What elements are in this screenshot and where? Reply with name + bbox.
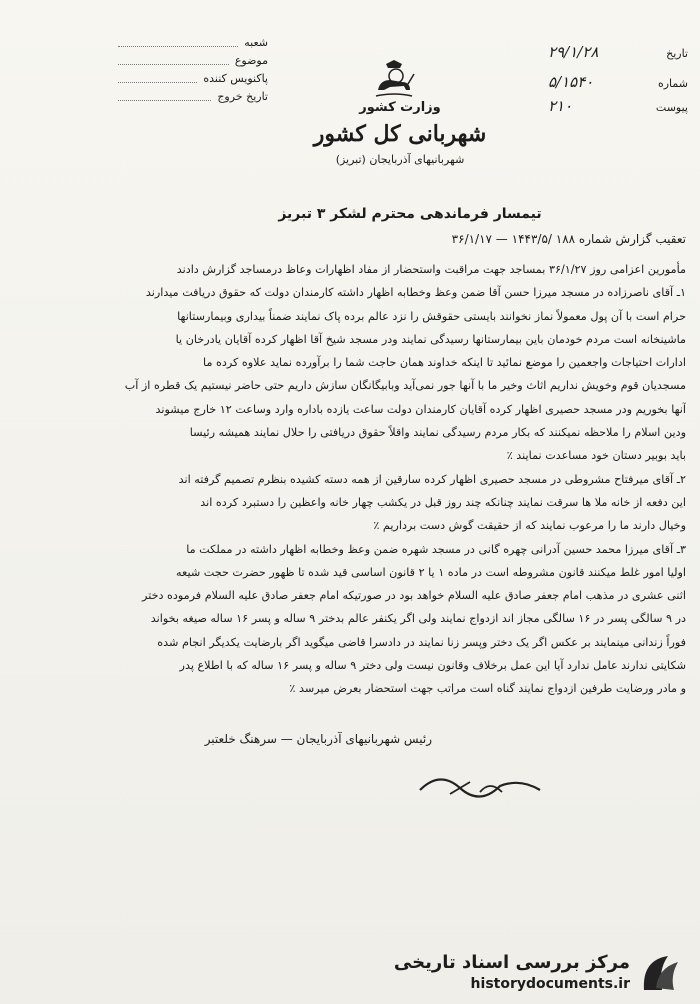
header-meta (548, 38, 688, 116)
field-label: شعبه (244, 36, 268, 49)
field-label: موضوع (234, 54, 268, 67)
body-line: مأمورین اعزامی روز ۳۶/۱/۲۷ بمساجد جهت مراقبت واستحضار از مفاد اظهارات وعاظ درمساجد گزارش دادند (176, 263, 686, 276)
handwritten-signature-icon (410, 760, 550, 810)
letter-body (10, 258, 686, 701)
letterhead (250, 100, 550, 166)
body-line: حرام است با آن پول معمولاً نماز نخوانند بایستی حقوقش را نزد عالم برده پاک نمایند ضمناً بیداری وبیمارستانها (177, 309, 686, 323)
attachment-label: پیوست (655, 101, 688, 114)
body-line: اثنی عشری در مذهب امام جعفر صادق علیه السلام خواهد بود در صورتیکه امام جعفر صادق علیه السلام فرموده دختر (142, 589, 686, 603)
attachment-value: ۲۱۰ (548, 97, 573, 115)
body-line: در ۹ سالگی پسر در ۱۶ سالگی مجاز اند ازدواج نمایند ولی اگر یکنفر عالم بدختر ۹ ساله و پسر ۱۶ ساله صیغه بخواند (150, 612, 686, 626)
body-line: و مادر ورضایت طرفین ازدواج نمایند گناه است مراتب جهت استحضار بعرض میرسد ٪ (289, 682, 686, 696)
body-line: ودین اسلام را ملاحظه نمیکنند که بکار مردم رسیدگی نمایند واقلاً حقوق دریافتی را حلال نمایند همیشه رئیسا (189, 426, 686, 440)
field-label: پاکنویس کننده (203, 72, 268, 85)
body-line: ۳ـ آقای میرزا محمد حسین آدرانی چهره گانی در مسجد شهره ضمن وعظ وخطابه اظهار داشته در مملکت ما (186, 542, 686, 556)
body-line: این دفعه از خانه ملا ها سرقت نمایند چنانکه چند روز قبل در یکشب چهار خانه واعظین را دستبرد کرده اند (200, 495, 686, 509)
body-line: ادارات احتیاجات واجعمین را موضع نمائید تا اینکه خداوند همان حاجت شما را برآورده نماید علاوه کرده ما (203, 356, 686, 370)
body-line: فوراً زندانی مینمایند بر عکس اگر یک دختر وپسر زنا نمایند در دادسرا قاضی میگوید اگر بارضایت یکدیگر انجام شده (157, 635, 686, 649)
lion-sun-emblem-icon (372, 60, 416, 98)
field-label: تاریخ خروج (217, 90, 268, 103)
archive-name: مرکز بررسی اسناد تاریخی (393, 952, 630, 973)
signature-line: رئیس شهربانیهای آذربایجان — سرهنگ خلعتبر (204, 732, 432, 746)
recipient-line: تیمسار فرماندهی محترم لشکر ۳ تبریز (278, 206, 542, 222)
field-subject (118, 52, 268, 70)
number-row (548, 68, 688, 98)
archive-footer (388, 948, 688, 998)
date-value: ۲۹/۱/۲۸ (548, 43, 599, 61)
body-line: شکایتی ندارند عامل ندارد آیا این عمل برخلاف وقانون نیست ولی دختر ۹ ساله و پسر ۱۶ ساله که با اطلاع پدر (179, 659, 686, 673)
date-row (548, 38, 688, 68)
body-line: اولیا امور غلط میکنند قانون مشروطه است در ماده ۱ یا ۲ قانون اساسی قید شده تا ظهور حضرت حجت شیعه (176, 565, 686, 579)
archive-logo-icon (638, 950, 684, 996)
archive-url: historydocuments.ir (470, 976, 630, 992)
ministry-title: وزارت کشور (359, 100, 441, 115)
body-line: مسجدیان قوم وخویش نداریم اثاث وخیر ما با آنها جور نمی‌آید وبابیگانگان سازش داریم حتی حاضر نیستیم یک قطره از آب (124, 379, 686, 393)
body-line: ۱ـ آقای ناصرزاده در مسجد میرزا حسن آقا ضمن وعظ وخطابه اظهار داشته کارمندان دولت که حقوق دریافت میدارند (145, 286, 686, 300)
attachment-row (548, 98, 688, 116)
number-label: شماره (657, 77, 688, 90)
body-line: ماشینخانه است مردم خودمان باین بیمارستانها رسیدگی نمایند ودر مسجد شیخ آقا اظهار کرده آقایان یادرخان یا (175, 332, 686, 346)
body-line: باید بوبیر دستان خود مساعدت نمایند ٪ (506, 449, 686, 463)
body-line: وخیال دارند ما را مرعوب نمایند که از حقیقت گوش دست برداریم ٪ (373, 519, 686, 533)
header-fields (118, 34, 268, 106)
number-value: ۵/۱۵۴۰ (548, 73, 594, 91)
reference-line: تعقیب گزارش شماره ۱۸۸ /۱۴۴۳/۵ — ۳۶/۱/۱۷ (451, 232, 686, 246)
branch-title: شهربانیهای آذربایجان (تبریز) (335, 153, 465, 166)
body-line: ۲ـ آقای میرفتاح مشروطی در مسجد حصیری اظهار کرده سارقین از همه دسته کشیده بنظرم تصمیم گرفته اند (178, 472, 686, 486)
field-branch (118, 34, 268, 52)
office-title: شهربانی کل کشور (313, 121, 487, 147)
body-line: آنها بخوریم ودر مسجد حصیری اظهار کرده آقایان کارمندان دولت ساعت یازده باداره وارد وساعت ۱۲ خارج میشوند (155, 402, 686, 416)
date-label: تاریخ (666, 47, 688, 60)
field-typist (118, 70, 268, 88)
field-exit-date (118, 88, 268, 106)
